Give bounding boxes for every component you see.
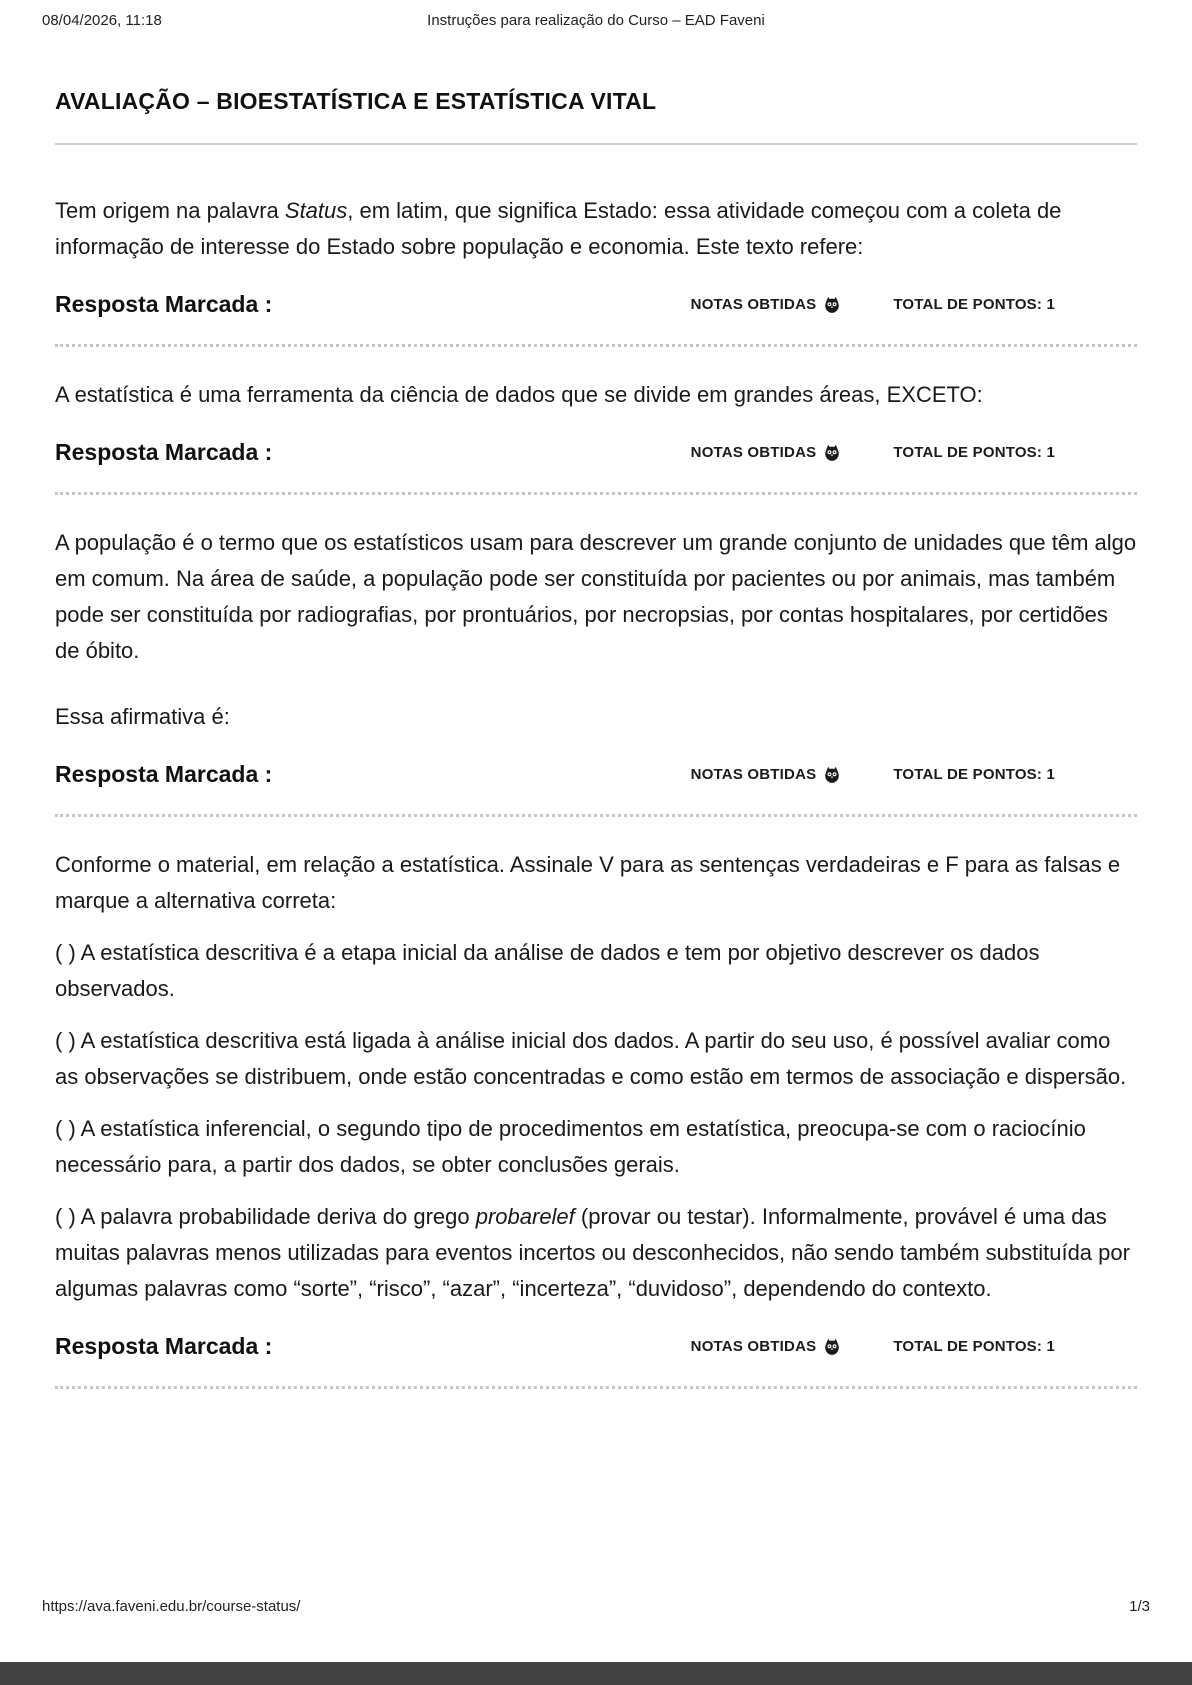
resposta-marcada-label: Resposta Marcada : xyxy=(55,1333,273,1359)
notas-obtidas xyxy=(691,766,842,784)
vf-item: ( ) A estatística descritiva é a etapa inicial da análise de dados e tem por objetivo descrever os dados observados. xyxy=(55,940,1040,1001)
question-divider xyxy=(55,344,1137,347)
total-pontos-label: TOTAL DE PONTOS: 1 xyxy=(893,1338,1055,1355)
print-preview-bottom-bar xyxy=(0,1662,1192,1685)
owl-badge-icon xyxy=(823,1338,841,1356)
owl-badge-icon xyxy=(823,766,841,784)
notas-obtidas-label: NOTAS OBTIDAS xyxy=(690,444,817,461)
page-title: AVALIAÇÃO – BIOESTATÍSTICA E ESTATÍSTICA VITAL xyxy=(55,88,657,114)
question-divider xyxy=(55,814,1137,817)
resposta-marcada-label: Resposta Marcada : xyxy=(55,761,273,787)
owl-badge-icon xyxy=(823,296,841,314)
title-divider xyxy=(55,143,1137,145)
print-header xyxy=(42,12,1150,29)
question-divider xyxy=(55,1386,1137,1389)
question-text-italic: Status xyxy=(284,198,348,223)
answer-meta xyxy=(691,766,1055,784)
notas-obtidas-label: NOTAS OBTIDAS xyxy=(690,1338,817,1355)
footer-page-indicator: 1/3 xyxy=(1129,1598,1150,1615)
question-text: Conforme o material, em relação a estatística. Assinale V para as sentenças verdadeiras e F para as falsas e marque a alternativa correta: xyxy=(55,852,1121,913)
footer-url: https://ava.faveni.edu.br/course-status/ xyxy=(42,1598,301,1615)
vf-item: ( ) A estatística inferencial, o segundo tipo de procedimentos em estatística, preocupa-se com o raciocínio necessário para, a partir dos dados, se obter conclusões gerais. xyxy=(55,1116,1086,1177)
vf-item-italic: probarelef xyxy=(475,1204,575,1229)
vf-item-part: (provar ou testar). Informalmente, provável é uma das muitas palavras menos utilizadas para eventos incertos ou desconhecidos, não sendo também substituída por algumas palavras como “sorte”, “risco”, “azar”, “incerteza”, “duvidoso”, dependendo do contexto. xyxy=(55,1204,1130,1301)
vf-item xyxy=(55,1199,1137,1307)
total-pontos-label: TOTAL DE PONTOS: 1 xyxy=(893,444,1055,461)
notas-obtidas xyxy=(691,1338,842,1356)
resposta-marcada-label: Resposta Marcada : xyxy=(55,291,273,317)
header-datetime: 08/04/2026, 11:18 xyxy=(42,12,162,29)
question-text xyxy=(55,193,1137,265)
answer-row xyxy=(55,439,1137,466)
answer-meta xyxy=(691,1338,1055,1356)
total-pontos-label: TOTAL DE PONTOS: 1 xyxy=(893,296,1055,313)
answer-meta xyxy=(691,444,1055,462)
answer-meta xyxy=(691,296,1055,314)
total-pontos-label: TOTAL DE PONTOS: 1 xyxy=(893,766,1055,783)
answer-row xyxy=(55,1333,1137,1360)
question-text: A população é o termo que os estatísticos usam para descrever um grande conjunto de unidades que têm algo em comum. Na área de saúde, a população pode ser constituída por pacientes ou por animais, mas também pode ser constituída por radiografias, por prontuários, por necropsias, por contas hospitalares, por certidões de óbito. xyxy=(55,530,1137,663)
question-text-part: Tem origem na palavra xyxy=(55,198,285,223)
notas-obtidas xyxy=(691,444,842,462)
answer-row xyxy=(55,761,1137,788)
print-footer xyxy=(42,1598,1150,1615)
question-followup: Essa afirmativa é: xyxy=(55,704,230,729)
notas-obtidas-label: NOTAS OBTIDAS xyxy=(690,766,817,783)
question-divider xyxy=(55,492,1137,495)
answer-row xyxy=(55,291,1137,318)
vf-item-part: ( ) A palavra probabilidade deriva do grego xyxy=(55,1204,476,1229)
notas-obtidas-label: NOTAS OBTIDAS xyxy=(690,296,817,313)
vf-item: ( ) A estatística descritiva está ligada à análise inicial dos dados. A partir do seu uso, é possível avaliar como as observações se distribuem, onde estão concentradas e como estão em termos de associação e dispersão. xyxy=(55,1028,1127,1089)
owl-badge-icon xyxy=(823,444,841,462)
question-text-part: , em latim, que significa Estado: essa atividade começou com a coleta de informação de interesse do Estado sobre população e economia. Este texto refere: xyxy=(55,198,1062,259)
header-doc-title: Instruções para realização do Curso – EAD Faveni xyxy=(427,12,765,29)
resposta-marcada-label: Resposta Marcada : xyxy=(55,439,273,465)
notas-obtidas xyxy=(691,296,842,314)
document-content xyxy=(0,88,1192,1389)
question-text: A estatística é uma ferramenta da ciência de dados que se divide em grandes áreas, EXCETO: xyxy=(55,382,983,407)
